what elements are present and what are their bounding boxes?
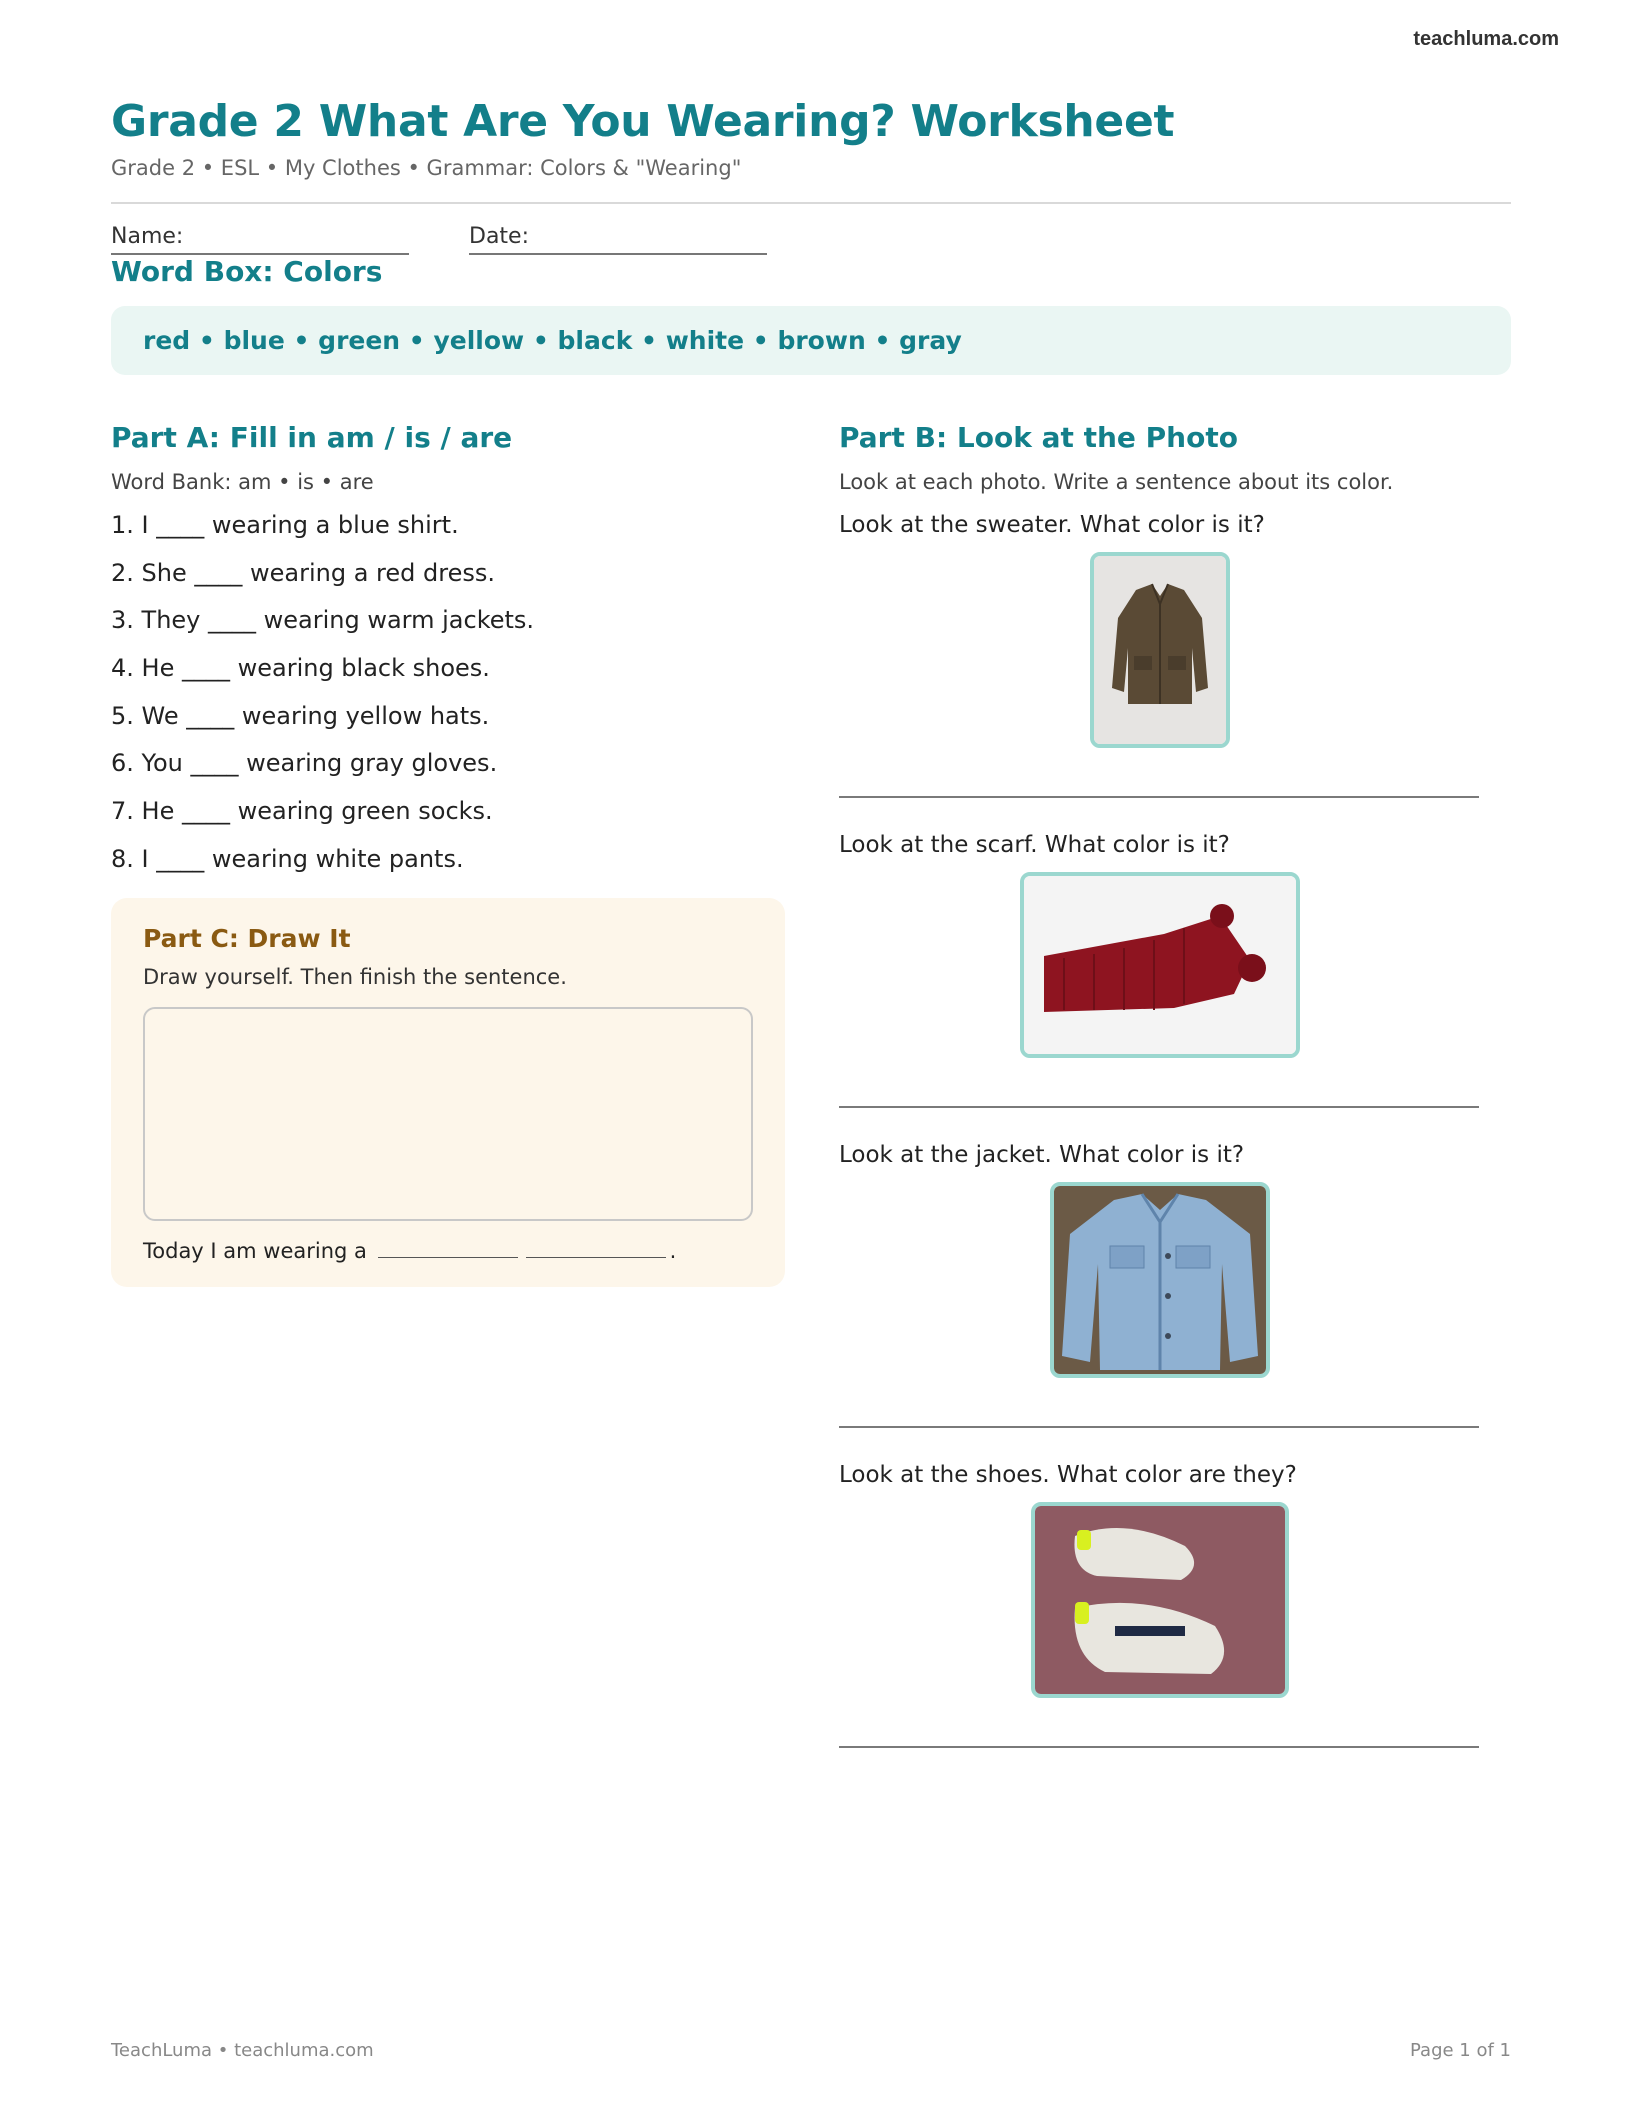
question-prompt: Look at the jacket. What color is it? — [839, 1142, 1245, 1168]
question-block — [839, 1462, 1480, 1748]
answer-line[interactable] — [839, 1106, 1479, 1108]
part-a-heading: Part A: Fill in am / is / are — [111, 421, 513, 454]
answer-line[interactable] — [839, 796, 1479, 798]
name-label: Name: — [111, 224, 184, 249]
answer-blank[interactable] — [378, 1243, 518, 1258]
answer-blank[interactable] — [526, 1243, 666, 1258]
part-b-heading: Part B: Look at the Photo — [839, 421, 1238, 454]
sentence-end: . — [669, 1238, 677, 1263]
jacket-photo-icon — [1050, 1182, 1270, 1378]
list-item: 2. She ____ wearing a red dress. — [111, 558, 495, 587]
page-subtitle: Grade 2 • ESL • My Clothes • Grammar: Colors & "Wearing" — [111, 156, 742, 180]
header-divider — [111, 202, 1511, 204]
scarf-photo-icon — [1020, 872, 1300, 1058]
part-c-heading: Part C: Draw It — [143, 923, 351, 953]
part-a-list — [111, 508, 785, 890]
site-brand: teachluma.com — [1413, 28, 1559, 50]
sweater-photo-icon — [1090, 552, 1230, 748]
list-item: 7. He ____ wearing green socks. — [111, 797, 493, 826]
list-item: 8. I ____ wearing white pants. — [111, 844, 464, 873]
list-item: 5. We ____ wearing yellow hats. — [111, 701, 490, 730]
two-column-layout — [111, 421, 1511, 1748]
footer-credit: TeachLuma • teachluma.com — [111, 2040, 374, 2061]
part-c-instruction: Draw yourself. Then finish the sentence. — [143, 964, 567, 989]
shoes-photo-icon — [1031, 1502, 1289, 1698]
part-c-panel — [111, 898, 785, 1287]
question-block — [839, 1142, 1480, 1428]
list-item: 6. You ____ wearing gray gloves. — [111, 749, 498, 778]
part-a-word-bank: Word Bank: am • is • are — [111, 470, 374, 494]
word-box-heading: Word Box: Colors — [111, 255, 383, 288]
list-item: 4. He ____ wearing black shoes. — [111, 654, 490, 683]
worksheet — [111, 94, 1511, 1748]
question-prompt: Look at the shoes. What color are they? — [839, 1462, 1297, 1488]
sentence-start: Today I am wearing a — [143, 1238, 367, 1263]
part-c-sentence — [143, 1239, 753, 1263]
drawing-box[interactable] — [143, 1007, 753, 1221]
word-box: red • blue • green • yellow • black • white • brown • gray — [111, 306, 1511, 375]
list-item: 1. I ____ wearing a blue shirt. — [111, 511, 459, 539]
answer-line[interactable] — [839, 1746, 1479, 1748]
name-field[interactable] — [111, 224, 409, 255]
question-block — [839, 832, 1480, 1108]
list-item: 3. They ____ wearing warm jackets. — [111, 606, 535, 635]
question-prompt: Look at the scarf. What color is it? — [839, 832, 1230, 858]
date-label: Date: — [469, 224, 529, 249]
right-column — [839, 421, 1480, 1748]
left-column — [111, 421, 785, 1748]
question-block — [839, 512, 1480, 798]
answer-line[interactable] — [839, 1426, 1479, 1428]
date-field[interactable] — [469, 224, 767, 255]
student-info-row — [111, 224, 1511, 255]
question-prompt: Look at the sweater. What color is it? — [839, 512, 1265, 538]
page-title: Grade 2 What Are You Wearing? Worksheet — [111, 96, 1175, 147]
page-number: Page 1 of 1 — [1410, 2040, 1511, 2061]
part-b-instruction: Look at each photo. Write a sentence about its color. — [839, 470, 1394, 494]
